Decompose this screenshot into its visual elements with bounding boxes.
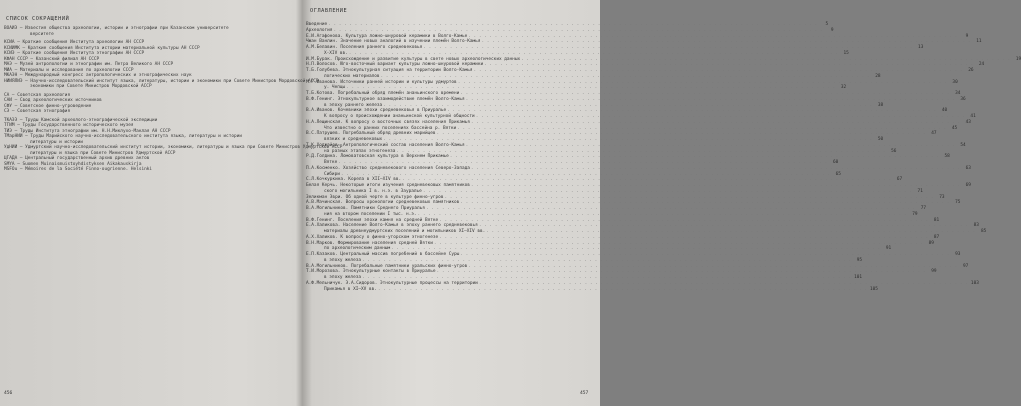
abbreviation-line: УдНИИ – Удмуртский научно-исследовательский институт истории, экономики, литературы и языка при Совете Министров Удмуртской АССР	[4, 145, 343, 150]
toc-entry-title: Т.Б.Голубева. Этнокультурная ситуация на территории Волго-Камья	[306, 68, 473, 73]
toc-entry-page: 83	[973, 223, 979, 229]
toc-entry-title: материалы древнеудмуртских поселений и могильников XI–XIV вв.	[324, 229, 486, 234]
toc-entry-title: С.Л.Кочкуркина. Корела в XII–XIV вв.	[306, 177, 402, 183]
toc-entry-page: 101	[854, 275, 863, 280]
toc-entry-title: Что известно о ранних поселениях бассейна р. Вятки	[324, 125, 457, 131]
abbreviation-line: СА – Советская археология	[4, 92, 71, 98]
toc-entry-page: 73	[939, 194, 945, 200]
toc-leader-dots	[378, 287, 867, 293]
abbreviation-line: СФУ – Советское финно-угроведение	[4, 103, 92, 109]
toc-entry-title: Т.И.Морозова. Этнокультурные контакты в Приуралье	[306, 269, 436, 275]
toc-entry-page: 41	[970, 114, 976, 119]
toc-entry-title: В.А.Могильников. Памятники Среднего Приуралья	[306, 206, 425, 211]
toc-entry-page: 28	[875, 73, 881, 79]
abbreviation-line: литературы и языка при Совете Министров Удмуртской АССР	[30, 150, 176, 156]
abbreviation-line: ЦГАДА – Центральный государственный архив древних актов	[4, 156, 150, 161]
abbreviation-line: экономики при Совете Министров Мордовской АССР	[30, 84, 152, 89]
abbreviation-line: ТГИМ – Труды Государственного исторического музея	[4, 123, 134, 128]
toc-entry-page: 11	[976, 39, 982, 45]
toc-entry-page: 15	[843, 50, 849, 56]
toc-entry-title: А.Ф.Мельничук. Э.А.Сидоров. Этнокультурные процессы на территории	[306, 280, 478, 286]
toc-entry-page: 56	[891, 148, 897, 154]
toc-entry-page: 81	[933, 217, 940, 223]
toc-entry-page: 95	[856, 257, 863, 263]
toc-entry-title: на разных этапах этногенеза	[324, 148, 396, 154]
toc-entry-page: 85	[980, 229, 987, 234]
abbreviations-heading: СПИСОК СОКРАЩЕНИЙ	[6, 16, 70, 22]
toc-entry-page: 34	[955, 91, 961, 96]
toc-entry-title: П.А.Косменко. Хозяйство средневекового населения Северо-Запада	[306, 165, 470, 171]
toc-entry-title: В.А.Могильников. Погребальные памятники уральских финно-угров	[306, 263, 468, 269]
toc-entry-title: Археология	[306, 27, 333, 33]
toc-entry-title: В.Н.Марков. Формирование населения средней Вятки	[306, 240, 433, 246]
toc-entry-page: 45	[951, 125, 958, 131]
toc-entry-page: 58	[944, 154, 950, 160]
abbreviation-line: MSFOu – Mémoires de la Société Finno-ougrienne. Helsinki	[4, 167, 153, 172]
toc-entry-page: 105	[869, 286, 878, 292]
toc-entry-page: 43	[965, 119, 971, 125]
toc-entry-title: В.Ф.Генинг. Поселения эпохи камня на средней Вятке	[306, 217, 439, 223]
toc-entry-page: 103	[970, 280, 979, 286]
toc-entry-page: 40	[941, 108, 948, 114]
toc-entry-title: Белая Керчь. Некоторые итоги изучения средневековых памятников	[306, 183, 470, 188]
toc-entry-page: 67	[896, 177, 903, 183]
abbreviation-line: КФАН СССР – Казанский филиал АН СССР	[4, 56, 100, 62]
abbreviation-line: ТИЭ – Труды Института этнографии им. Н.Н.Миклухо-Маклая АН СССР	[4, 128, 171, 134]
toc-entry-title: Введение	[306, 22, 328, 27]
toc-entry-page: 19	[1015, 56, 1021, 62]
abbreviation-line: КСИИМК – Краткие сообщения Института истории материальной культуры АН СССР	[4, 45, 200, 51]
toc-entry-title: Р.Д.Голдина. Ломоватовская культура в Верхнем Прикамье	[306, 154, 449, 160]
toc-entry-title: вязких и средневековых	[324, 137, 383, 142]
toc-entry-title: Е.И.Агафонова. Культура ложно-шнуровой керамики в Волго-Камье	[306, 33, 468, 39]
toc-entry-title: А.М.Белавин. Поселения раннего средневековья	[306, 45, 423, 50]
toc-entry-title: М.Г.Иванова. Источники ранней истории и культуры удмуртов	[306, 79, 457, 85]
abbreviation-line: ТКАЭЭ – Труды Камской археолого-этнографической экспедиции	[4, 117, 158, 123]
toc-entry-page: 93	[955, 252, 961, 257]
toc-entry-title: В.С.Патрушев. Погребальный обряд древних марийцев	[306, 131, 436, 137]
toc-entry-title: Е.П.Казаков. Центральный массив погребений в бассейне Суры	[306, 252, 460, 257]
toc-entry-page: 24	[978, 62, 985, 68]
contents-heading: ОГЛАВЛЕНИЕ	[310, 8, 348, 14]
toc-entry-page: 26	[968, 68, 974, 73]
toc-entry-title: Вятке	[324, 160, 338, 165]
abbreviation-line: НИИЯЛИЭ – Научно-исследовательский институт языка, литературы, истории и экономики при Совете Министров Мордовской АССР	[4, 78, 319, 84]
toc-entry-title: логических материалов	[324, 73, 380, 79]
toc-entry-title: К вопросу о происхождении ананьинской культурной общности	[324, 114, 475, 119]
toc-entry-title: Прикамья в XI–XV вв.	[324, 286, 377, 292]
toc-entry-title: Н.П.Волосов. Юго-восточный вариант культуры ложно-шнуровой керамики	[306, 62, 484, 68]
toc-entry-page: 30	[952, 79, 958, 85]
toc-entry-page: 89	[928, 240, 934, 246]
abbreviation-line: СЭ – Советская этнография	[4, 109, 71, 114]
toc-entry-title: А.В.Мачинская. Вопросы хронологии средневековых памятников	[306, 200, 460, 206]
toc-entry-title: у. Чепцы	[324, 85, 346, 91]
toc-entry-page: 38	[877, 102, 884, 108]
abbreviation-line: ВОАИЭ – Известия общества археологии, истории и этнографии при Казанском университете	[4, 26, 229, 31]
toc-entry-title: А.Х.Халиков. К вопросу о финно-угорском этногенезе	[306, 234, 439, 240]
toc-entry-page: 47	[931, 131, 937, 137]
abbreviation-line: САИ – Свод археологических источников	[4, 98, 102, 103]
abbreviation-line: ТМарНИИ – Труды Марийского научно-исследовательского института языка, литературы и истории	[4, 134, 242, 139]
toc-entry-title: в эпоху раннего железа	[324, 102, 383, 108]
toc-entry-page: 60	[832, 160, 839, 165]
abbreviation-line: МАЭ – Музей антропологии и этнографии им. Петра Великого АН СССР	[4, 62, 174, 67]
toc-entry-page: 77	[920, 206, 926, 211]
toc-entry	[306, 286, 878, 293]
toc-entry-page: 9	[830, 27, 834, 33]
abbreviation-line: SMYA – Suomen Muinaismuistoyhdistyksen Aikakauskirja	[4, 161, 142, 167]
toc-entry-page: 63	[965, 165, 971, 171]
toc-entry-title: по археологическим данным	[324, 246, 391, 252]
toc-entry-title: В.Ф.Генинг. Этнокультурное взаимодействие племён Волго-Камья	[306, 96, 465, 102]
toc-entry-page: 50	[877, 137, 884, 142]
toc-entry-title: ния на втором поселении I тыс. н.э.	[324, 211, 417, 217]
toc-entry-page: 54	[960, 142, 966, 148]
toc-entry-title: в эпоху железа	[324, 257, 362, 263]
toc-entry-title: Чжан Ванлин. Значение новых аналогий в изучении племён Волго-Камья	[306, 39, 481, 45]
toc-entry-page: 71	[917, 188, 923, 194]
toc-entry-title: Х-ХIV вв.	[324, 50, 348, 56]
toc-entry-page: 87	[933, 234, 940, 240]
abbreviation-line: МИА – Материалы и исследования по археологии СССР	[4, 67, 134, 73]
table-of-contents	[306, 22, 1021, 292]
toc-entry-page: 79	[912, 211, 918, 217]
toc-entry-title: Н.А.Лещинская. К вопросу о восточных связях населения Прикамья	[306, 119, 470, 125]
abbreviation-line: МКАЭН – Международный конгресс антропологических и этнографических наук	[4, 73, 192, 78]
toc-entry-title: Зеликман Эври. Об одной черте в культуре финно-угров	[306, 194, 444, 200]
abbreviation-line: КСИЭ – Краткие сообщения Института этнографии АН СССР	[4, 51, 145, 56]
toc-entry-page: 9	[965, 33, 969, 39]
toc-entry-title: ского могильника I в. н.э. в Зауралье	[324, 188, 422, 194]
toc-entry-title: Т.К.Ходжайов. Антропологический состав населения Волго-Камья	[306, 142, 465, 148]
abbreviation-line: литературы и истории	[30, 139, 83, 145]
right-page	[304, 0, 1021, 406]
toc-entry-page: 13	[918, 45, 924, 50]
toc-entry-title: Сибири	[324, 171, 340, 177]
toc-entry-page: 5	[825, 22, 829, 27]
toc-entry-page: 91	[885, 246, 892, 252]
toc-entry-title: Е.А.Халикова. Население Волго-Камья в эпоху раннего средневековья	[306, 223, 478, 229]
toc-entry-page: 36	[960, 96, 966, 102]
toc-entry-page: 65	[835, 171, 841, 177]
toc-entry-title: В.А.Иванов. Кочевники эпохи средневековья в Приуралье	[306, 108, 447, 114]
toc-entry-page: 32	[840, 85, 847, 91]
toc-entry-title: в эпоху железа	[324, 275, 362, 280]
left-page-number: 456	[4, 391, 13, 396]
toc-entry-title: И.М.Бурак. Происхождение и развитие культуры в свете новых археологических данных	[306, 56, 521, 62]
abbreviation-line: КСИА – Краткие сообщения Института археологии АН СССР	[4, 40, 145, 45]
right-page-number: 457	[580, 391, 589, 396]
toc-entry-page: 97	[962, 263, 969, 269]
toc-entry-page: 99	[931, 269, 937, 275]
toc-entry-title: Т.Б.Котова. Погребальный обряд племён ананьинского времени	[306, 91, 460, 96]
toc-entry-page: 69	[965, 183, 971, 188]
toc-entry-page: 75	[955, 200, 961, 206]
abbreviation-line: верситете	[30, 31, 54, 37]
